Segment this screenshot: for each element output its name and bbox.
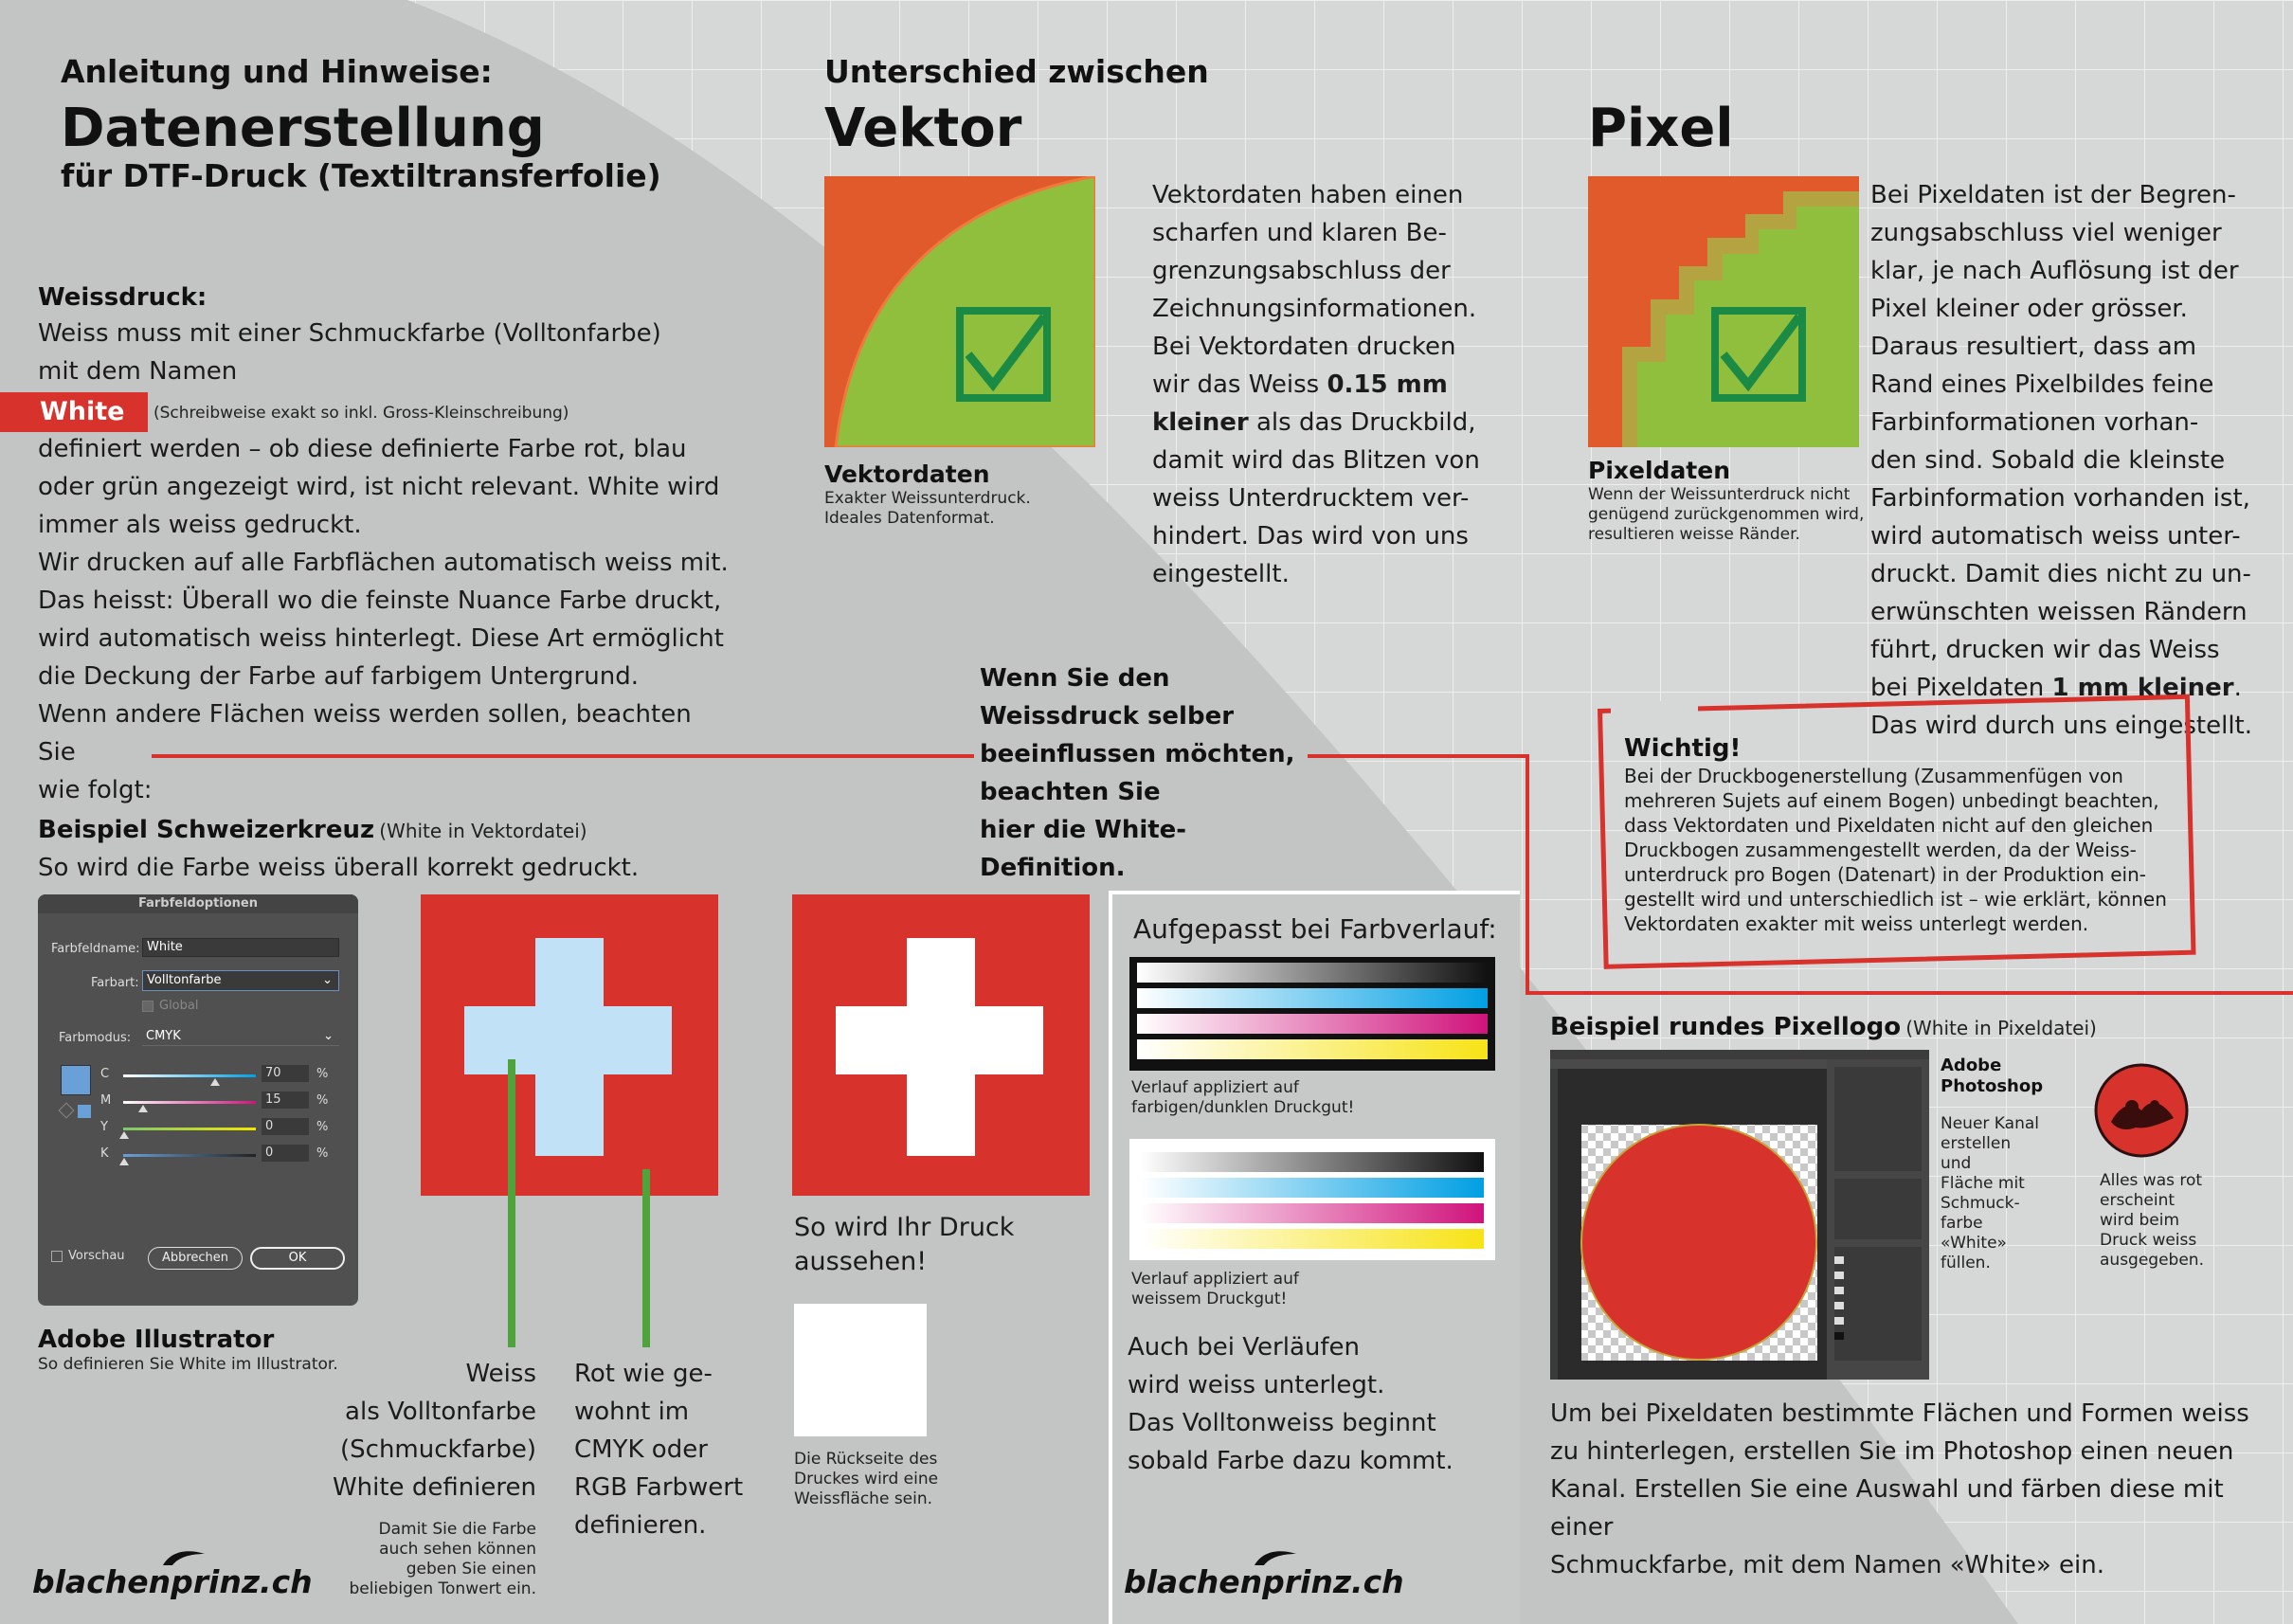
text-line: definieren.: [574, 1511, 707, 1540]
text-line: den sind. Sobald die kleinste: [1870, 446, 2226, 475]
vektor-caption: [824, 460, 1031, 529]
body-line: wie folgt:: [38, 776, 153, 804]
text-line: wird automatisch weiss unter-: [1870, 522, 2241, 550]
text-line: (Schmuckfarbe): [340, 1435, 536, 1464]
text-line: So wird Ihr Druck: [794, 1213, 1015, 1242]
vektor-text: [1152, 176, 1493, 593]
text-line: grenzungsabschluss der: [1152, 257, 1451, 285]
photoshop-note: [1941, 1056, 2045, 1273]
text-line: Vektordaten haben einen: [1152, 181, 1464, 209]
text-line: Daraus resultiert, dass am: [1870, 333, 2197, 361]
caption-line: Ideales Datenformat.: [824, 509, 995, 528]
chevron-down-icon: ⌄: [322, 973, 333, 987]
body-line: die Deckung der Farbe auf farbigem Untergrund.: [38, 662, 639, 691]
connector-line: [1526, 991, 2293, 995]
text-line: als Volltonfarbe: [345, 1398, 536, 1426]
body-line: Wenn andere Flächen weiss werden sollen, beachten Sie: [38, 700, 692, 767]
text-part: .: [2233, 674, 2242, 702]
unterschied-kicker: Unterschied zwischen: [824, 53, 1209, 90]
gradient-bar-cyan: [1141, 1178, 1484, 1198]
caption-line: erstellen und: [1941, 1134, 2012, 1173]
pointer-line-weiss: [508, 1059, 515, 1347]
yellow-value-input[interactable]: 0: [262, 1118, 309, 1135]
ok-button[interactable]: OK: [250, 1247, 345, 1270]
text-line: druckt. Damit dies nicht zu un-: [1870, 560, 2251, 588]
wichtig-line: mehreren Sujets auf einem Bogen) unbedingt beachten,: [1624, 789, 2159, 812]
swatch-options-dialog: [38, 894, 358, 1306]
vektor-example-image: [824, 176, 1095, 447]
percent-label: %: [316, 1067, 329, 1081]
caption-line: erscheint: [2100, 1191, 2176, 1210]
caption-title: Adobe Illustrator: [38, 1326, 275, 1354]
text-line: Zeichnungsinformationen.: [1152, 295, 1477, 323]
backside-white-square: [794, 1304, 927, 1436]
schweizerkreuz-subtitle: So wird die Farbe weiss überall korrekt gedruckt.: [38, 854, 640, 882]
schweizerkreuz-heading: [38, 813, 587, 847]
header-kicker: Anleitung und Hinweise:: [61, 53, 493, 90]
callout-line: Wenn Sie den Weissdruck selber: [980, 664, 1235, 731]
black-value-input[interactable]: 0: [262, 1145, 309, 1162]
wichtig-line: unterdruck pro Bogen (Datenart) in der Produktion ein-: [1624, 863, 2146, 886]
weiss-definition-text: [284, 1355, 536, 1507]
text-line: Bei Pixeldaten ist der Begren-: [1870, 181, 2236, 209]
caption-line: Exakter Weissunterdruck.: [824, 489, 1031, 508]
text-line: Das wird durch uns eingestellt.: [1870, 712, 2252, 740]
brand-logo: [32, 1548, 313, 1605]
gradient-bar-black: [1141, 1152, 1484, 1172]
select-value: CMYK: [146, 1029, 181, 1043]
magenta-slider-track[interactable]: [123, 1101, 256, 1104]
caption-line: Die Rückseite des: [794, 1450, 938, 1469]
note-line: auch sehen können: [379, 1540, 536, 1559]
text-line: Rot wie ge-: [574, 1360, 713, 1388]
text-line: klar, je nach Auflösung ist der: [1870, 257, 2239, 285]
verlauf-caption-white: [1131, 1270, 1299, 1309]
caption-line: resultieren weisse Ränder.: [1588, 525, 1800, 544]
text-line: Farbinformation vorhanden ist,: [1870, 484, 2250, 513]
caption-line: Weissfläche sein.: [794, 1489, 933, 1508]
section-title-note: (White in Pixeldatei): [1905, 1017, 2097, 1039]
magenta-value-input[interactable]: 15: [262, 1092, 309, 1109]
slider-handle[interactable]: [119, 1158, 129, 1165]
text-line: Bei Vektordaten drucken: [1152, 333, 1456, 361]
text-line: weiss Unterdrucktem ver-: [1152, 484, 1470, 513]
text-line: White definieren: [332, 1473, 536, 1502]
cyan-value-input[interactable]: 70: [262, 1065, 309, 1082]
caption-title: Vektordaten: [824, 460, 990, 488]
note-line: geben Sie einen: [406, 1560, 536, 1579]
pixel-text: [1870, 176, 2287, 745]
mode-label: Farbmodus:: [59, 1031, 132, 1045]
body-line: wird automatisch weiss hinterlegt. Diese Art ermöglicht: [38, 624, 724, 653]
text-line: Das Volltonweiss beginnt: [1128, 1409, 1436, 1437]
caption-line: ausgegeben.: [2100, 1251, 2204, 1270]
brand-logo-text: blachenprinz.ch: [32, 1563, 313, 1600]
bold-value: kleiner: [1152, 408, 1249, 437]
section-title: Beispiel rundes Pixellogo: [1550, 1013, 1902, 1041]
callout-line: hier die White-Definition.: [980, 816, 1187, 882]
rot-definition-text: [574, 1355, 764, 1544]
percent-label: %: [316, 1093, 329, 1108]
gradient-white-sample: [1129, 1139, 1495, 1260]
white-definition-callout: [980, 659, 1321, 887]
callout-line: beeinflussen möchten, beachten Sie: [980, 740, 1295, 806]
pixel-caption: [1588, 457, 1864, 545]
body-line: Das heisst: Überall wo die feinste Nuance Farbe druckt,: [38, 586, 722, 615]
text-line: damit wird das Blitzen von: [1152, 446, 1480, 475]
percent-label: %: [316, 1146, 329, 1161]
pixellogo-text: [1550, 1395, 2289, 1584]
verlauf-caption-dark: [1131, 1078, 1354, 1118]
channel-label: M: [100, 1093, 112, 1108]
verlauf-title: Aufgepasst bei Farbverlauf:: [1133, 913, 1497, 945]
global-checkbox[interactable]: [142, 1001, 153, 1012]
note-line: Damit Sie die Farbe: [378, 1520, 536, 1539]
white-badge: [0, 392, 148, 432]
wichtig-line: Bei der Druckbogenerstellung (Zusammenfügen von: [1624, 765, 2123, 787]
page-title: Datenerstellung: [61, 98, 545, 159]
caption-line: Fläche mit: [1941, 1174, 2025, 1193]
caption-line: Druckes wird eine: [794, 1470, 939, 1489]
caption-line: genügend zurückgenommen wird,: [1588, 505, 1865, 524]
note-line: beliebigen Tonwert ein.: [349, 1579, 536, 1598]
select-value: Volltonfarbe: [147, 973, 222, 987]
bold-value: 1 mm kleiner: [2051, 674, 2234, 702]
caption-line: Verlauf appliziert auf: [1131, 1078, 1299, 1097]
chevron-down-icon: ⌄: [323, 1029, 334, 1043]
gradient-bar-yellow: [1141, 1229, 1484, 1249]
pixellogo-heading: [1550, 1010, 2097, 1044]
white-spelling-note: (Schreibweise exakt so inkl. Gross-Kleinschreibung): [153, 404, 569, 423]
text-part: wir das Weiss: [1152, 370, 1327, 399]
color-mode-select[interactable]: [142, 1027, 339, 1046]
type-label: Farbart:: [91, 976, 139, 990]
caption-line: wird beim: [2100, 1211, 2180, 1230]
text-line: Farbinformationen vorhan-: [1870, 408, 2199, 437]
text-line: [1152, 404, 1493, 442]
body-line: oder grün angezeigt wird, ist nicht relevant. White wird: [38, 473, 720, 501]
wichtig-box: [1624, 733, 2193, 936]
black-slider-track[interactable]: [123, 1154, 256, 1157]
color-preview-swatch: [61, 1065, 91, 1095]
text-line: [1152, 366, 1493, 404]
caption-line: Verlauf appliziert auf: [1131, 1270, 1299, 1289]
caption-line: füllen.: [1941, 1254, 1991, 1272]
slider-handle[interactable]: [119, 1131, 129, 1139]
text-line: Auch bei Verläufen: [1128, 1333, 1361, 1362]
color-type-select[interactable]: [142, 970, 339, 991]
red-round-logo: [2094, 1063, 2189, 1158]
text-line: Kanal. Erstellen Sie eine Auswahl und färben diese mit einer: [1550, 1475, 2224, 1542]
name-label: Farbfeldname:: [51, 942, 140, 956]
caption-line: farbe «White»: [1941, 1214, 2007, 1253]
wichtig-line: Druckbogen zusammengestellt werden, da der Weiss-: [1624, 839, 2137, 861]
pointer-line-rot: [642, 1169, 650, 1347]
wichtig-line: Vektordaten exakter mit weiss unterlegt werden.: [1624, 912, 2089, 935]
dialog-title: Farbfeldoptionen: [38, 894, 358, 913]
wichtig-line: gestellt wird und unterschiedlich ist – wie erklärt, können: [1624, 888, 2167, 911]
percent-label: %: [316, 1120, 329, 1134]
caption-title: Photoshop: [1941, 1076, 2044, 1096]
body-line: immer als weiss gedruckt.: [38, 511, 362, 539]
weissdruck-body: [38, 430, 730, 809]
verlauf-text: [1128, 1328, 1507, 1480]
swiss-flag-white: [792, 894, 1090, 1196]
channel-label: Y: [100, 1120, 108, 1134]
bold-value: 0.15 mm: [1327, 370, 1448, 399]
page-subtitle: für DTF-Druck (Textiltransferfolie): [61, 157, 661, 194]
body-line: Wir drucken auf alle Farbflächen automatisch weiss mit.: [38, 549, 729, 577]
text-line: Schmuckfarbe, mit dem Namen «White» ein.: [1550, 1551, 2104, 1579]
text-part: als das Druckbild,: [1248, 408, 1476, 437]
caption-title: Adobe: [1941, 1056, 2002, 1075]
weissdruck-line2: mit dem Namen: [38, 357, 238, 386]
text-line: CMYK oder: [574, 1435, 708, 1464]
text-line: wird weiss unterlegt.: [1128, 1371, 1385, 1399]
text-line: eingestellt.: [1152, 560, 1290, 588]
text-line: Rand eines Pixelbildes feine: [1870, 370, 2214, 399]
caption-line: Schmuck-: [1941, 1194, 2020, 1213]
channel-label: K: [100, 1146, 109, 1161]
text-line: Pixel kleiner oder grösser.: [1870, 295, 2188, 323]
gradient-bar-cyan: [1137, 988, 1488, 1008]
caption-line: Wenn der Weissunterdruck nicht: [1588, 485, 1851, 504]
slider-handle[interactable]: [138, 1105, 148, 1112]
wichtig-title: Wichtig!: [1624, 734, 1742, 763]
connector-line: [1308, 754, 1527, 758]
channel-label: C: [100, 1067, 110, 1081]
text-line: RGB Farbwert: [574, 1473, 744, 1502]
cancel-button[interactable]: Abbrechen: [148, 1247, 243, 1270]
white-badge-label: White: [40, 397, 125, 426]
weiss-definition-note: [322, 1520, 536, 1599]
gradient-bar-yellow: [1137, 1039, 1488, 1059]
preview-label: Vorschau: [68, 1249, 125, 1263]
cyan-slider-track[interactable]: [123, 1074, 256, 1077]
gradient-bar-magenta: [1141, 1203, 1484, 1223]
pixel-title: Pixel: [1588, 98, 1734, 159]
text-line: erwünschten weissen Rändern: [1870, 598, 2248, 626]
small-swatch: [78, 1105, 91, 1118]
global-label: Global: [159, 999, 199, 1013]
text-line: Weiss: [465, 1360, 536, 1388]
caption-line: Druck weiss: [2100, 1231, 2197, 1250]
text-line: wohnt im: [574, 1398, 690, 1426]
connector-line: [152, 754, 974, 758]
gradient-dark-sample: [1129, 957, 1495, 1071]
brand-logo: [1124, 1548, 1404, 1605]
swiss-flag-lightblue: [421, 894, 718, 1196]
vektor-title: Vektor: [824, 98, 1022, 159]
preview-checkbox[interactable]: [51, 1251, 63, 1262]
text-part: bei Pixeldaten: [1870, 674, 2052, 702]
weissdruck-heading: Weissdruck:: [38, 283, 208, 312]
text-line: zu hinterlegen, erstellen Sie im Photoshop einen neuen: [1550, 1437, 2234, 1466]
text-line: aussehen!: [794, 1247, 928, 1276]
slider-handle[interactable]: [210, 1078, 220, 1086]
text-line: sobald Farbe dazu kommt.: [1128, 1447, 1453, 1475]
caption-line: Alles was rot: [2100, 1171, 2203, 1190]
caption-title: Pixeldaten: [1588, 457, 1731, 484]
text-line: Um bei Pixeldaten bestimmte Flächen und Formen weiss: [1550, 1399, 2249, 1428]
brand-logo-text: blachenprinz.ch: [1124, 1563, 1404, 1600]
weissdruck-section: [38, 280, 720, 390]
text-line: hindert. Das wird von uns: [1152, 522, 1469, 550]
wichtig-line: dass Vektordaten und Pixeldaten nicht auf den gleichen: [1624, 814, 2154, 837]
weissdruck-line1: Weiss muss mit einer Schmuckfarbe (Volltonfarbe): [38, 319, 661, 348]
text-line: scharfen und klaren Be-: [1152, 219, 1447, 247]
backside-caption: [794, 1450, 938, 1509]
druck-preview-text: [794, 1211, 1078, 1279]
section-title: Beispiel Schweizerkreuz: [38, 816, 375, 844]
photoshop-screenshot: [1550, 1050, 1929, 1380]
text-line: zungsabschluss viel weniger: [1870, 219, 2222, 247]
section-title-note: (White in Vektordatei): [379, 820, 587, 842]
caption-line: Neuer Kanal: [1941, 1114, 2039, 1133]
body-line: definiert werden – ob diese definierte Farbe rot, blau: [38, 435, 687, 463]
caption-line: farbigen/dunklen Druckgut!: [1131, 1098, 1355, 1117]
swatch-name-input[interactable]: White: [142, 938, 339, 957]
caption-line: So definieren Sie White im Illustrator.: [38, 1355, 338, 1374]
cube-icon: [59, 1103, 75, 1119]
pixel-example-image: [1588, 176, 1859, 447]
caption-line: weissem Druckgut!: [1131, 1290, 1288, 1308]
red-logo-note: [2100, 1171, 2213, 1271]
gradient-bar-magenta: [1137, 1014, 1488, 1034]
text-line: führt, drucken wir das Weiss: [1870, 636, 2220, 664]
connector-line: [1526, 754, 1529, 993]
yellow-slider-track[interactable]: [123, 1128, 256, 1130]
gradient-bar-black: [1137, 963, 1488, 983]
